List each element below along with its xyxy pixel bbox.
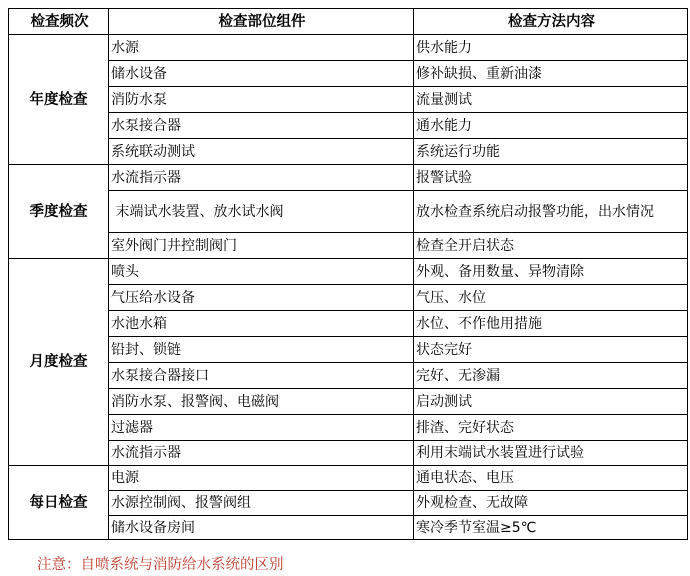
method-cell: 外观、备用数量、异物清除	[414, 259, 688, 285]
frequency-daily: 每日检查	[9, 466, 109, 540]
header-method: 检查方法内容	[414, 9, 688, 35]
table-row	[9, 415, 688, 441]
method-cell: 启动测试	[414, 389, 688, 415]
method-cell: 气压、水位	[414, 285, 688, 311]
component-cell: 室外阀门井控制阀门	[109, 233, 414, 259]
method-cell: 寒冷季节室温≥5℃	[414, 516, 688, 540]
component-cell: 铅封、锁链	[109, 337, 414, 363]
component-cell: 水源控制阀、报警阀组	[109, 491, 414, 516]
method-cell: 流量测试	[414, 87, 688, 113]
table-row	[9, 337, 688, 363]
frequency-quarterly: 季度检查	[9, 165, 109, 259]
table-row	[9, 259, 688, 285]
component-cell: 储水设备房间	[109, 516, 414, 540]
table-row	[9, 61, 688, 87]
method-cell: 修补缺损、重新油漆	[414, 61, 688, 87]
component-cell: 水流指示器	[109, 441, 414, 466]
table-row	[9, 441, 688, 466]
method-cell: 检查全开启状态	[414, 233, 688, 259]
component-cell: 水源	[109, 35, 414, 61]
method-cell: 供水能力	[414, 35, 688, 61]
table-row	[9, 491, 688, 516]
component-cell: 水泵接合器	[109, 113, 414, 139]
table-header-row	[9, 9, 688, 35]
table-row	[9, 191, 688, 233]
table-row	[9, 311, 688, 337]
method-cell: 完好、无渗漏	[414, 363, 688, 389]
method-cell: 报警试验	[414, 165, 688, 191]
method-cell: 通电状态、电压	[414, 466, 688, 491]
table-row	[9, 139, 688, 165]
method-cell: 状态完好	[414, 337, 688, 363]
header-component: 检查部位组件	[109, 9, 414, 35]
footnote: 注意：自喷系统与消防给水系统的区别	[37, 557, 284, 573]
method-cell: 水位、不作他用措施	[414, 311, 688, 337]
table-row	[9, 87, 688, 113]
method-cell: 放水检查系统启动报警功能，出水情况	[414, 191, 688, 233]
table-row	[9, 516, 688, 540]
inspection-table	[8, 8, 688, 540]
table-row	[9, 35, 688, 61]
frequency-annual: 年度检查	[9, 35, 109, 165]
table-row	[9, 389, 688, 415]
component-cell: 气压给水设备	[109, 285, 414, 311]
table-row	[9, 233, 688, 259]
table-row	[9, 466, 688, 491]
table-row	[9, 285, 688, 311]
component-cell: 喷头	[109, 259, 414, 285]
method-cell: 利用末端试水装置进行试验	[414, 441, 688, 466]
method-cell: 系统运行功能	[414, 139, 688, 165]
component-cell: 水泵接合器接口	[109, 363, 414, 389]
component-cell: 过滤器	[109, 415, 414, 441]
table-row	[9, 113, 688, 139]
component-cell: 消防水泵	[109, 87, 414, 113]
table-row	[9, 165, 688, 191]
method-cell: 外观检查、无故障	[414, 491, 688, 516]
method-cell: 通水能力	[414, 113, 688, 139]
method-cell: 排渣、完好状态	[414, 415, 688, 441]
component-cell: 水流指示器	[109, 165, 414, 191]
table-row	[9, 363, 688, 389]
component-cell: 储水设备	[109, 61, 414, 87]
component-cell: 电源	[109, 466, 414, 491]
header-frequency: 检查频次	[9, 9, 109, 35]
frequency-monthly: 月度检查	[9, 259, 109, 466]
component-cell: 消防水泵、报警阀、电磁阀	[109, 389, 414, 415]
component-cell: 水池水箱	[109, 311, 414, 337]
component-cell: 末端试水装置、放水试水阀	[109, 191, 414, 233]
component-cell: 系统联动测试	[109, 139, 414, 165]
